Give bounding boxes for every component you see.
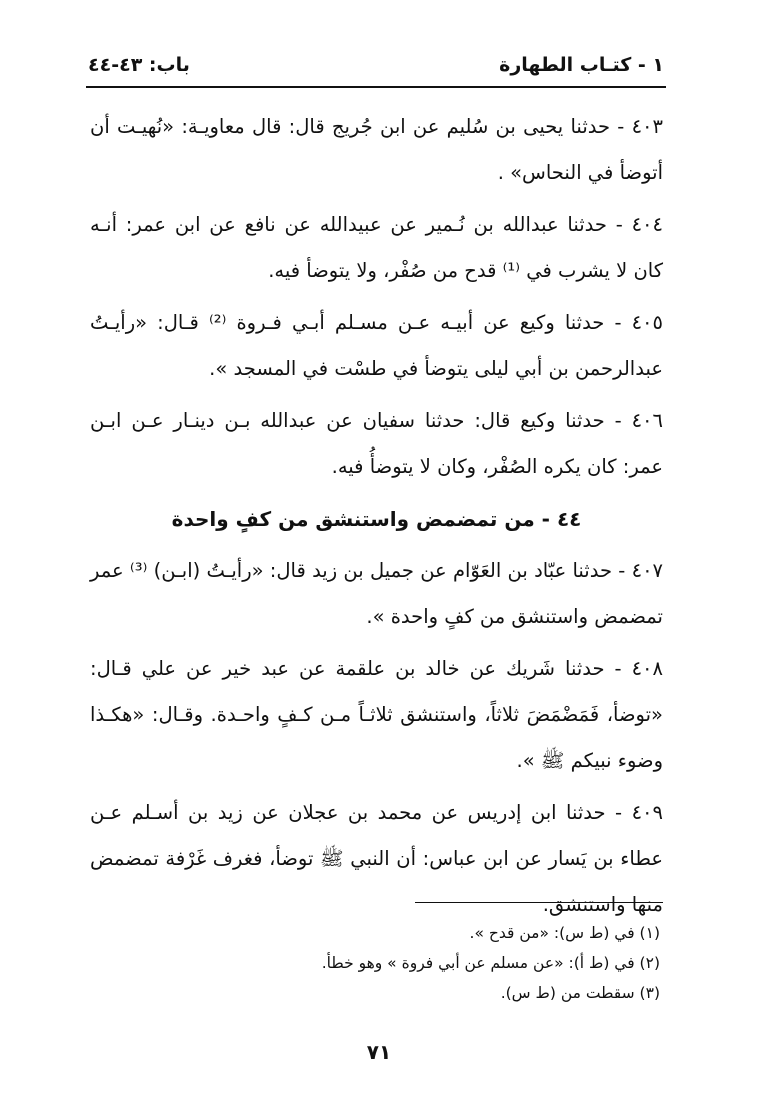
hadith-409: ٤٠٩ - حدثنا ابن إدريس عن محمد بن عجلان عن زيد بن أسـلم عـن عطاء بن يَسار عن ابن عباس: أن النبي ﷺ توضأ، فغرف غَرْفة تمضمض منها واستنشق. [90, 801, 663, 916]
hadith-405: ٤٠٥ - حدثنا وكيع عن أبيـه عـن مسـلم أبـي فـروة ⁽²⁾ قـال: «رأيـتُ عبدالرحمن بن أبي ليلى يتوضأ في طسْت في المسجد ». [90, 311, 663, 380]
chapter-reference: باب: ٤٣-٤٤ [88, 54, 190, 76]
hadith-408: ٤٠٨ - حدثنا شَريك عن خالد بن علقمة عن عبد خير عن علي قـال: «توضأ، فَمَضْمَضَ ثلاثاً، واستنشق ثلاثـاً مـن كـفٍ واحـدة. وقـال: «هكـذا وضوء نبيكم ﷺ ». [90, 657, 663, 772]
hadith-407: ٤٠٧ - حدثنا عبّاد بن العَوّام عن جميل بن زيد قال: «رأيـتُ (ابـن) ⁽³⁾ عمر تمضمض واستنشق من كفٍ واحدة ». [90, 559, 664, 628]
footnote-3: (٣) سقطت من (ط س). [500, 984, 660, 1002]
footnote-1: (١) في (ط س): «من قدح ». [469, 924, 660, 942]
footnote-2: (٢) في (ط أ): «عن مسلم عن أبي فروة » وهو خطأ. [321, 954, 660, 972]
hadith-404: ٤٠٤ - حدثنا عبدالله بن نُـمير عن عبيدالله عن نافع عن ابن عمر: أنـه كان لا يشرب في ⁽¹⁾ قدح من صُفْر، ولا يتوضأ فيه. [90, 213, 663, 282]
section-heading-44: ٤٤ - من تمضمض واستنشق من كفٍ واحدة [171, 507, 582, 531]
hadith-403: ٤٠٣ - حدثنا يحيى بن سُليم عن ابن جُريج قال: قال معاويـة: «نُهيـت أن أتوضأ في النحاس» . [90, 115, 663, 184]
book-title: ١ - كتـاب الطهارة [499, 54, 664, 76]
footnotes [220, 918, 660, 1008]
main-text [90, 104, 663, 934]
page-number: ٧١ [366, 1040, 392, 1064]
running-header [88, 50, 664, 80]
hadith-406: ٤٠٦ - حدثنا وكيع قال: حدثنا سفيان عن عبدالله بـن دينـار عـن ابـن عمر: كان يكره الصُفْر، وكان لا يتوضأُ فيه. [90, 409, 663, 478]
header-rule [86, 86, 666, 88]
footnote-rule [415, 902, 663, 903]
